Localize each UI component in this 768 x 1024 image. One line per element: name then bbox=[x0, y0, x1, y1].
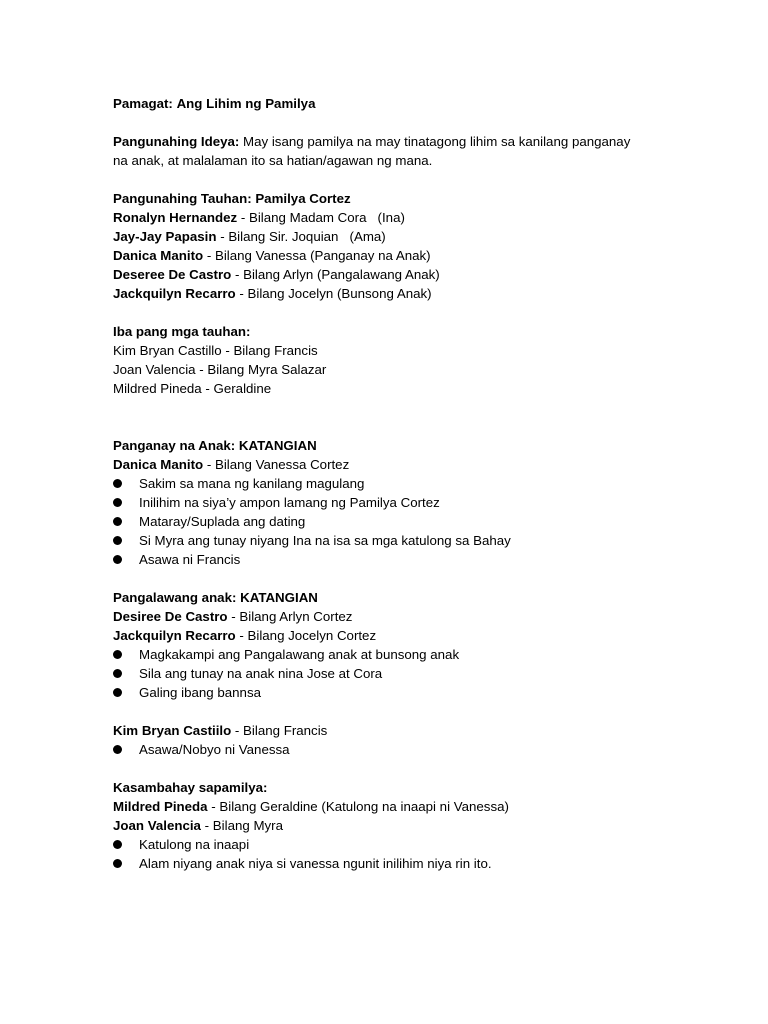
list-item bbox=[113, 854, 713, 873]
bullet-icon bbox=[113, 859, 122, 868]
bullet-icon bbox=[113, 745, 122, 754]
actor-name: Desiree De Castro bbox=[113, 609, 228, 624]
main-character-row bbox=[113, 246, 713, 265]
actor-role: - Bilang Francis bbox=[231, 723, 328, 738]
list-item bbox=[113, 835, 713, 854]
main-character-row bbox=[113, 227, 713, 246]
list-item bbox=[113, 683, 713, 702]
trait-text: Galing ibang bannsa bbox=[139, 685, 261, 700]
helpers-actor-row bbox=[113, 816, 713, 835]
document-page bbox=[113, 94, 713, 873]
main-character-row bbox=[113, 208, 713, 227]
trait-text: Magkakampi ang Pangalawang anak at bunsong anak bbox=[139, 647, 460, 662]
helpers-traits-list bbox=[113, 835, 713, 873]
trait-text: Katulong na inaapi bbox=[139, 837, 250, 852]
eldest-actor-row bbox=[113, 455, 713, 474]
actor-role: - Bilang Vanessa (Panganay na Anak) bbox=[203, 248, 431, 263]
actor-role: - Bilang Myra bbox=[200, 818, 283, 833]
bullet-icon bbox=[113, 555, 122, 564]
main-characters-heading: Pangunahing Tauhan: Pamilya Cortez bbox=[113, 191, 351, 206]
main-idea-line-2: na anak, at malalaman ito sa hatian/agawan ng mana. bbox=[113, 153, 433, 168]
bullet-icon bbox=[113, 479, 122, 488]
actor-name: Mildred Pineda bbox=[113, 799, 208, 814]
second-actor-row bbox=[113, 607, 713, 626]
main-idea-line-1 bbox=[113, 132, 713, 151]
actor-role: - Bilang Geraldine (Katulong na inaapi ni Vanessa) bbox=[207, 799, 509, 814]
main-idea-text-1: May isang pamilya na may tinatagong lihim sa kanilang panganay bbox=[239, 134, 631, 149]
trait-text: Sakim sa mana ng kanilang magulang bbox=[139, 476, 365, 491]
actor-role: - Bilang Vanessa Cortez bbox=[203, 457, 350, 472]
list-item bbox=[113, 512, 713, 531]
second-actor-row bbox=[113, 626, 713, 645]
bullet-icon bbox=[113, 669, 122, 678]
title-value: Ang Lihim ng Pamilya bbox=[176, 96, 316, 111]
actor-name: Ronalyn Hernandez bbox=[113, 210, 238, 225]
actor-name: Jackquilyn Recarro bbox=[113, 286, 236, 301]
main-character-row bbox=[113, 284, 713, 303]
actor-name: Deseree De Castro bbox=[113, 267, 232, 282]
main-character-row bbox=[113, 265, 713, 284]
francis-actor-row bbox=[113, 721, 713, 740]
other-character-row: Mildred Pineda - Geraldine bbox=[113, 381, 272, 396]
helpers-heading: Kasambahay sapamilya: bbox=[113, 780, 268, 795]
francis-traits-list bbox=[113, 740, 713, 759]
other-characters-heading: Iba pang mga tauhan: bbox=[113, 324, 251, 339]
eldest-traits-list bbox=[113, 474, 713, 569]
actor-name: Danica Manito bbox=[113, 248, 204, 263]
actor-role: - Bilang Arlyn (Pangalawang Anak) bbox=[231, 267, 440, 282]
bullet-icon bbox=[113, 840, 122, 849]
bullet-icon bbox=[113, 688, 122, 697]
list-item bbox=[113, 493, 713, 512]
bullet-icon bbox=[113, 650, 122, 659]
trait-text: Inilihim na siya’y ampon lamang ng Pamilya Cortez bbox=[139, 495, 440, 510]
actor-name: Jackquilyn Recarro bbox=[113, 628, 236, 643]
eldest-heading: Panganay na Anak: KATANGIAN bbox=[113, 438, 317, 453]
list-item bbox=[113, 550, 713, 569]
actor-role: - Bilang Jocelyn (Bunsong Anak) bbox=[235, 286, 432, 301]
trait-text: Asawa/Nobyo ni Vanessa bbox=[139, 742, 290, 757]
second-heading: Pangalawang anak: KATANGIAN bbox=[113, 590, 318, 605]
trait-text: Alam niyang anak niya si vanessa ngunit inilihim niya rin ito. bbox=[139, 856, 492, 871]
list-item bbox=[113, 531, 713, 550]
bullet-icon bbox=[113, 536, 122, 545]
trait-text: Asawa ni Francis bbox=[139, 552, 241, 567]
actor-role: - Bilang Arlyn Cortez bbox=[227, 609, 353, 624]
title-line bbox=[113, 94, 713, 113]
main-idea-label: Pangunahing Ideya: bbox=[113, 134, 240, 149]
actor-role: - Bilang Jocelyn Cortez bbox=[235, 628, 377, 643]
list-item bbox=[113, 645, 713, 664]
actor-name: Jay-Jay Papasin bbox=[113, 229, 217, 244]
trait-text: Mataray/Suplada ang dating bbox=[139, 514, 306, 529]
second-traits-list bbox=[113, 645, 713, 702]
list-item bbox=[113, 664, 713, 683]
actor-name: Danica Manito bbox=[113, 457, 204, 472]
list-item bbox=[113, 740, 713, 759]
bullet-icon bbox=[113, 498, 122, 507]
title-label: Pamagat: bbox=[113, 96, 173, 111]
actor-name: Kim Bryan Castiilo bbox=[113, 723, 232, 738]
trait-text: Si Myra ang tunay niyang Ina na isa sa mga katulong sa Bahay bbox=[139, 533, 511, 548]
trait-text: Sila ang tunay na anak nina Jose at Cora bbox=[139, 666, 383, 681]
actor-role: - Bilang Madam Cora (Ina) bbox=[237, 210, 405, 225]
bullet-icon bbox=[113, 517, 122, 526]
actor-role: - Bilang Sir. Joquian (Ama) bbox=[216, 229, 386, 244]
other-character-row: Kim Bryan Castillo - Bilang Francis bbox=[113, 343, 318, 358]
other-character-row: Joan Valencia - Bilang Myra Salazar bbox=[113, 362, 327, 377]
list-item bbox=[113, 474, 713, 493]
helpers-actor-row bbox=[113, 797, 713, 816]
actor-name: Joan Valencia bbox=[113, 818, 201, 833]
